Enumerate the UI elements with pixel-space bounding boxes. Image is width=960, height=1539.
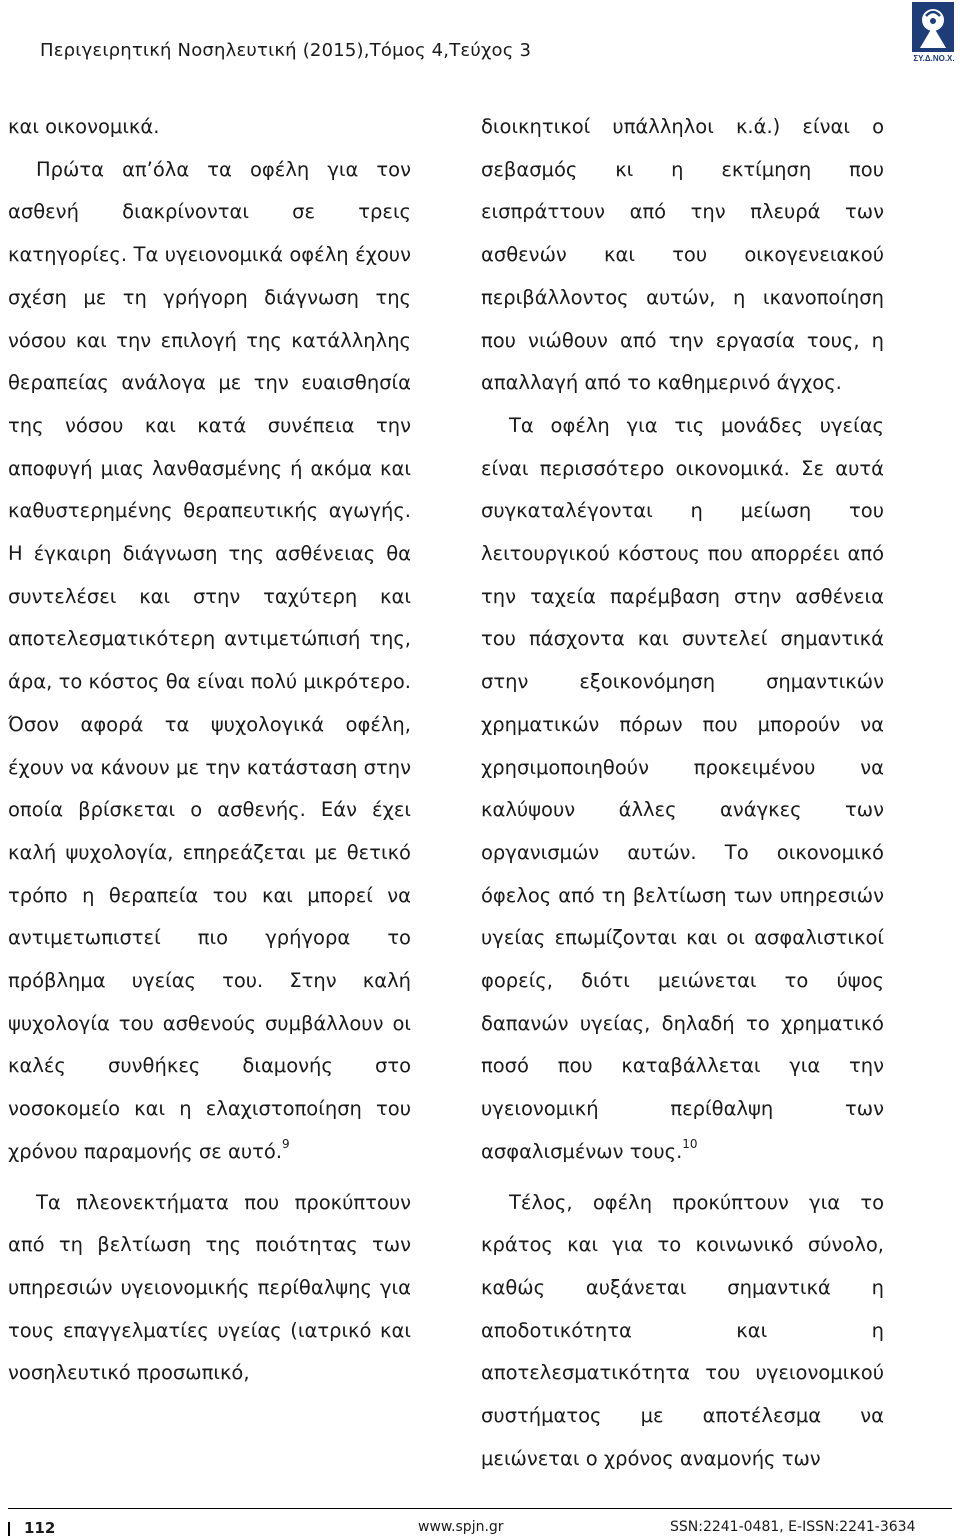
paragraph: Τα πλεονεκτήματα που προκύπτουν από τη βελτίωση της ποιότητας των υπηρεσιών υγειονομικής περίθαλψης για τους επαγγελματίες υγείας (ιατρικό και νοσηλευτικό προσωπικό, <box>8 1190 411 1385</box>
logo-label: ΣΥ.Δ.ΝΟ.Χ. <box>913 54 955 63</box>
paragraph: Τέλος, οφέλη προκύπτουν για το κράτος και για το κοινωνικό σύνολο, καθώς αυξάνεται σημαντικά η αποδοτικότητα και η αποτελεσματικότητα του υγειονομικού συστήματος με αποτέλεσμα να μειώνεται ο χρόνος αναμονής των <box>481 1190 884 1470</box>
paragraph: και οικονομικά. <box>8 115 160 138</box>
footer-marker <box>8 1522 10 1536</box>
page-number: 112 <box>24 1519 56 1537</box>
reference-superscript: 9 <box>282 1136 290 1151</box>
paragraph <box>481 405 884 1174</box>
journal-issn: SSN:2241-0481, E-ISSN:2241-3634 <box>670 1519 916 1535</box>
footer-divider <box>8 1508 952 1509</box>
paragraph: διοικητικοί υπάλληλοι κ.ά.) είναι ο σεβασμός κι η εκτίμηση που εισπράττουν από την πλευρά των ασθενών και του οικογενειακού περιβάλλοντος αυτών, η ικανοποίηση που νιώθουν από την εργασία τους, η απαλλαγή από το καθημερινό άγχος. <box>481 115 884 395</box>
paragraph-text: Πρώτα απ’όλα τα οφέλη για τον ασθενή διακρίνονται σε τρεις κατηγορίες. Τα υγειονομικά οφέλη έχουν σχέση με τη γρήγορη διάγνωση της νόσου και την επιλογή της κατάλληλης θεραπείας ανάλογα με την ευαισθησία της νόσου και κατά συνέπεια την αποφυγή μιας λανθασμένης ή ακόμα και καθυστερημένης θεραπευτικής αγωγής. Η έγκαιρη διάγνωση της ασθένειας θα συντελέσει και στην ταχύτερη και αποτελεσματικότερη αντιμετώπισή της, άρα, το κόστος θα είναι πολύ μικρότερο. Όσον αφορά τα ψυχολογικά οφέλη, έχουν να κάνουν με την κατάσταση στην οποία βρίσκεται ο ασθενής. Εάν έχει καλή ψυχολογία, επηρεάζεται με θετικό τρόπο η θεραπεία του και μπορεί να αντιμετωπιστεί πιο γρήγορα το πρόβλημα υγείας του. Στην καλή ψυχολογία του ασθενούς συμβάλλουν οι καλές συνθήκες διαμονής στο νοσοκομείο και η ελαχιστοποίηση του χρόνου παραμονής σε αυτό. <box>8 157 411 1163</box>
paragraph <box>8 149 411 1174</box>
paragraph-text: Τα οφέλη για τις μονάδες υγείας είναι περισσότερο οικονομικά. Σε αυτά συγκαταλέγονται η μείωση του λειτουργικού κόστους που απορρέει από την ταχεία παρέμβαση στην ασθένεια του πάσχοντα και συντελεί σημαντικά στην εξοικονόμηση σημαντικών χρηματικών πόρων που μπορούν να χρησιμοποιηθούν προκειμένου να καλύψουν άλλες ανάγκες των οργανισμών αυτών. Το οικονομικό όφελος από τη βελτίωση των υπηρεσιών υγείας επωμίζονται και οι ασφαλιστικοί φορείς, διότι μειώνεται το ύψος δαπανών υγείας, δηλαδή το χρηματικό ποσό που καταβάλλεται για την υγειονομική περίθαλψη των ασφαλισμένων τους. <box>481 413 884 1163</box>
journal-website: www.spjn.gr <box>418 1519 504 1535</box>
reference-superscript: 10 <box>682 1136 698 1151</box>
journal-running-title: Περιγειρητική Νοσηλευτική (2015),Τόμος 4,Τεύχος 3 <box>40 40 532 61</box>
left-column <box>8 106 411 1395</box>
right-column <box>481 106 884 1481</box>
